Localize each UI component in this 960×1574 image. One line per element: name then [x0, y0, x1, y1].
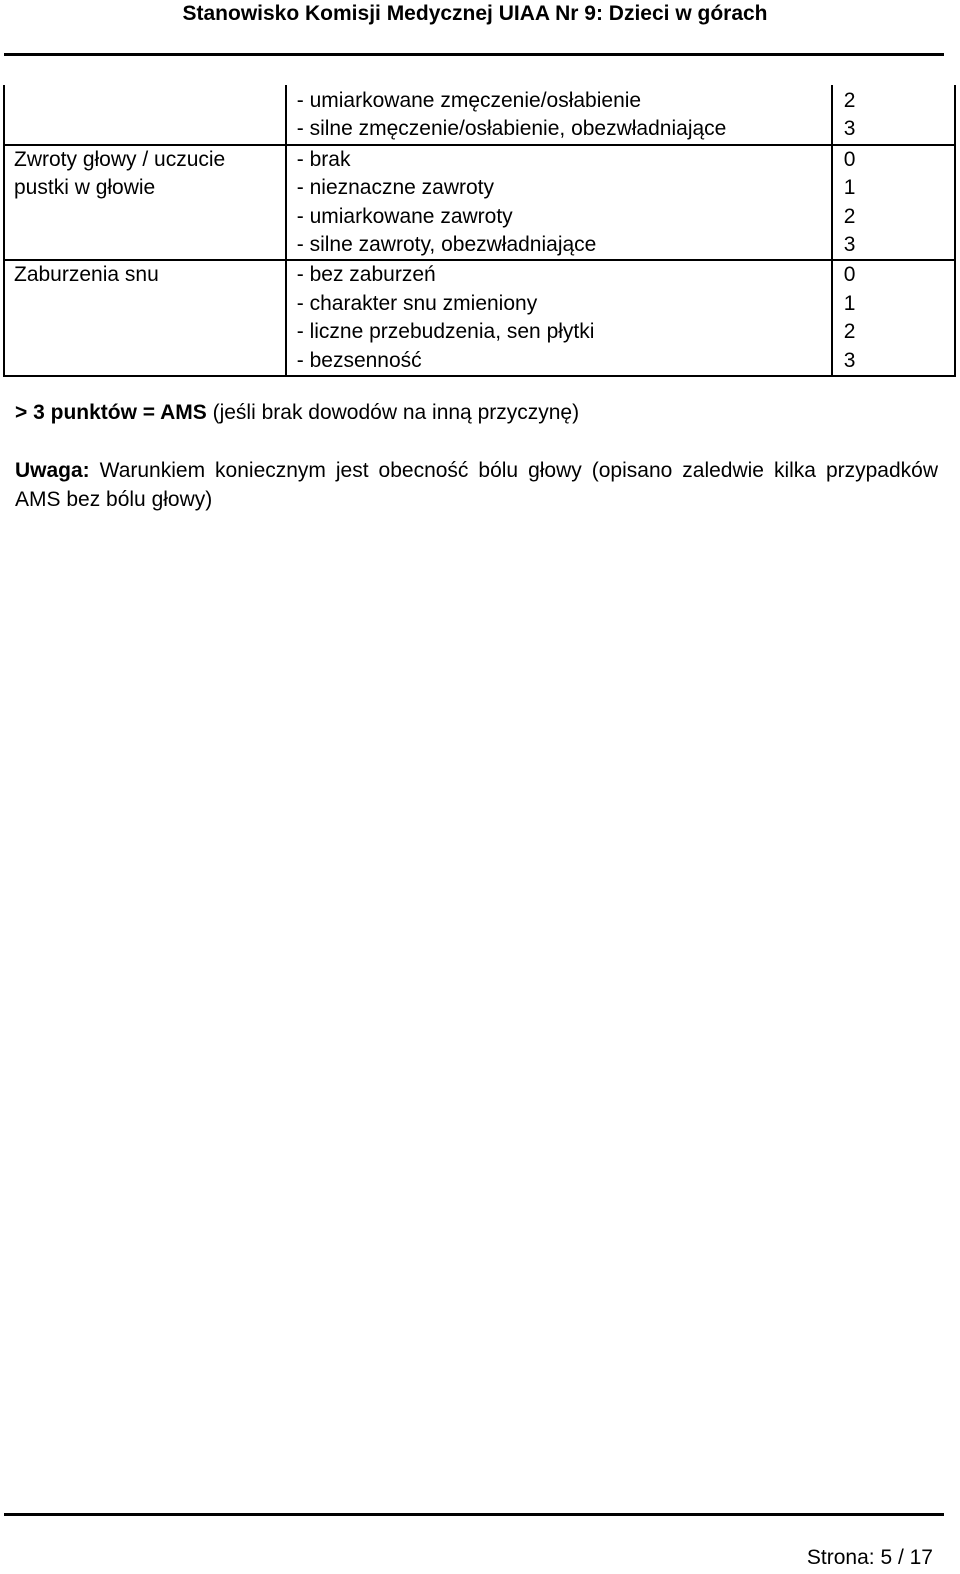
- ams-threshold-bold: > 3 punktów = AMS: [15, 401, 207, 424]
- footer-divider: [4, 1513, 944, 1516]
- table-row: [4, 145, 955, 261]
- symptom-label: Zaburzenia snu: [14, 263, 159, 287]
- symptom-cell: [4, 85, 286, 145]
- symptom-cell: [4, 260, 286, 376]
- option-text: - bezsenność: [296, 348, 422, 372]
- score-cell: [832, 260, 955, 376]
- option-score: 2: [843, 204, 856, 228]
- option-text: - liczne przebudzenia, sen płytki: [296, 320, 595, 344]
- note-label: Uwaga:: [15, 459, 90, 482]
- option-text: - umiarkowane zmęczenie/osłabienie: [296, 89, 642, 112]
- option-text: - nieznaczne zawroty: [296, 176, 495, 200]
- symptom-label: Zwroty głowy / uczucie: [14, 147, 226, 171]
- option-text: - umiarkowane zawroty: [296, 204, 513, 228]
- option-text: - brak: [296, 147, 351, 171]
- score-cell: [832, 85, 955, 145]
- option-text: - bez zaburzeń: [296, 263, 436, 287]
- option-score: 2: [843, 89, 856, 112]
- note-text: Warunkiem koniecznym jest obecność bólu głowy (opisano zaledwie kilka przypadków AMS bez bólu głowy): [15, 459, 938, 511]
- header-divider: [4, 53, 944, 56]
- ams-threshold-rest: (jeśli brak dowodów na inną przyczynę): [206, 401, 580, 424]
- table-row: [4, 85, 955, 145]
- note-paragraph: [15, 456, 938, 514]
- option-score: 2: [843, 320, 856, 344]
- symptom-label: pustki w głowie: [14, 176, 156, 200]
- symptom-cell: [4, 145, 286, 261]
- option-score: 3: [843, 233, 856, 257]
- score-cell: [832, 145, 955, 261]
- option-score: 3: [843, 348, 856, 372]
- option-text: - silne zmęczenie/osłabienie, obezwładniające: [296, 117, 727, 141]
- description-cell: [286, 260, 832, 376]
- option-score: 0: [843, 147, 856, 171]
- option-score: 1: [843, 291, 856, 315]
- option-text: - silne zawroty, obezwładniające: [296, 233, 597, 257]
- option-score: 1: [843, 176, 856, 200]
- description-cell: [286, 145, 832, 261]
- ams-score-table: [3, 85, 956, 377]
- page-header-title: Stanowisko Komisji Medycznej UIAA Nr 9: Dzieci w górach: [182, 2, 768, 25]
- description-cell: [286, 85, 832, 145]
- option-text: - charakter snu zmieniony: [296, 291, 538, 315]
- option-score: 3: [843, 117, 856, 141]
- option-score: 0: [843, 263, 856, 287]
- table-row: [4, 260, 955, 376]
- ams-threshold-rule: [15, 399, 579, 427]
- page-number: Strona: 5 / 17: [806, 1546, 933, 1569]
